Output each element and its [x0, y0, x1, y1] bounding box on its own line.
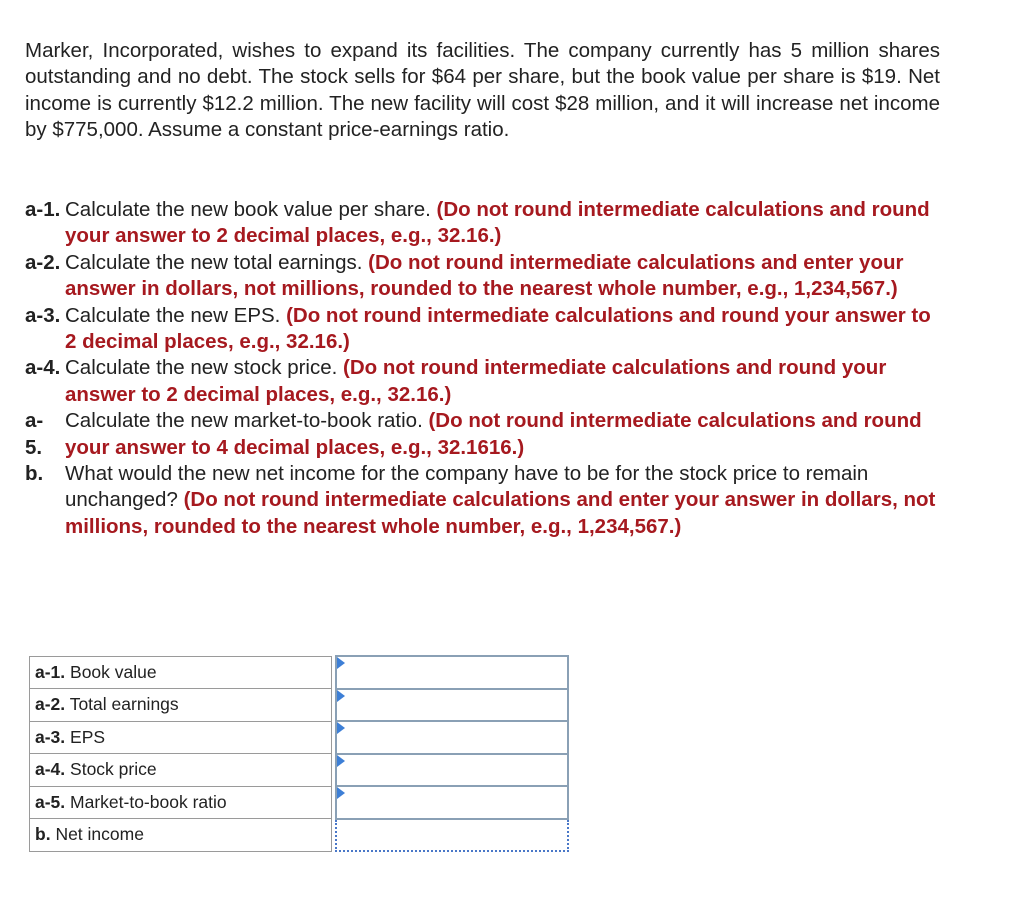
question-instruction: (Do not round intermediate calculations and round your answer to 2 decimal places, e.g., 32.16.)	[65, 356, 887, 406]
question-b	[25, 461, 945, 540]
question-instruction: (Do not round intermediate calculations and enter your answer in dollars, not millions, rounded to the nearest whole number, e.g., 1,234,567.)	[65, 488, 936, 538]
question-text: Calculate the new book value per share.	[65, 198, 431, 221]
question-label	[25, 408, 65, 461]
answer-label	[30, 786, 332, 819]
flag-icon	[337, 722, 345, 734]
question-instruction: (Do not round intermediate calculations and round your answer to 2 decimal places, e.g., 32.16.)	[65, 303, 931, 354]
answer-label-text: Net income	[55, 824, 144, 845]
question-label: a-3.	[25, 303, 61, 327]
question-label: b.	[25, 462, 44, 486]
answer-cell-a5	[336, 786, 568, 819]
question-instruction: (Do not round intermediate calculations and round your answer to 2 decimal places, e.g., 32.16.)	[65, 198, 930, 248]
question-instruction: (Do not round intermediate calculations and enter your answer in dollars, not millions, rounded to the nearest whole number, e.g., 1,234,567.)	[65, 250, 904, 301]
answer-cell-b	[336, 819, 568, 852]
question-label: a-4.	[25, 356, 61, 380]
question-label: a-1.	[25, 198, 61, 221]
answer-table	[29, 655, 569, 852]
answer-cell-a1	[336, 656, 568, 689]
question-a3	[25, 303, 945, 356]
answer-label	[30, 656, 332, 689]
flag-icon	[337, 690, 345, 702]
question-a1	[25, 197, 945, 250]
answer-row-a4	[30, 754, 568, 787]
answer-row-a3	[30, 721, 568, 754]
answer-label	[30, 689, 332, 722]
question-text: Calculate the new EPS.	[65, 303, 281, 327]
answer-label	[30, 819, 332, 852]
net-income-input[interactable]	[337, 820, 567, 851]
answer-cell-a4	[336, 754, 568, 787]
flag-icon	[337, 657, 345, 669]
total-earnings-input[interactable]	[337, 690, 567, 721]
answer-cell-a3	[336, 721, 568, 754]
answer-label-text: Total earnings	[69, 694, 179, 715]
answer-row-a2	[30, 689, 568, 722]
answer-label-text: EPS	[70, 726, 106, 747]
answer-label	[30, 721, 332, 754]
question-a2	[25, 250, 945, 303]
answer-label-text: Stock price	[70, 759, 157, 780]
question-a4	[25, 355, 945, 408]
eps-input[interactable]	[337, 722, 567, 753]
question-instruction: (Do not round intermediate calculations and round your answer to 4 decimal places, e.g., 32.1616.)	[65, 409, 922, 459]
answer-key: a-4.	[35, 759, 66, 780]
answer-cell-a2	[336, 689, 568, 722]
stock-price-input[interactable]	[337, 755, 567, 786]
problem-intro: Marker, Incorporated, wishes to expand its facilities. The company currently has 5 million shares outstanding and no debt. The stock sells for $64 per share, but the book value per share is $19. Net income is currently $12.2 million. The new facility will cost $28 million, and it will increase net income by $775,000. Assume a constant price-earnings ratio.	[25, 39, 940, 142]
answer-label-text: Book value	[70, 661, 157, 682]
question-label: a-2.	[25, 250, 61, 274]
question-list	[25, 197, 945, 540]
question-label-line1: a-	[25, 409, 44, 433]
question-text: Calculate the new total earnings.	[65, 250, 363, 274]
flag-icon	[337, 787, 345, 799]
book-value-input[interactable]	[337, 657, 567, 688]
answer-key: a-5.	[35, 791, 66, 812]
question-text: What would the new net income for the company have to be for the stock price to remain unchanged?	[65, 462, 869, 512]
answer-key: a-3.	[35, 726, 66, 747]
question-text: Calculate the new stock price.	[65, 356, 338, 380]
question-text: Calculate the new market-to-book ratio.	[65, 409, 423, 433]
answer-key: b.	[35, 824, 51, 845]
answer-label-text: Market-to-book ratio	[70, 791, 227, 812]
flag-icon	[337, 755, 345, 767]
question-label-line2: 5.	[25, 435, 43, 459]
answer-row-a1	[30, 656, 568, 689]
answer-key: a-1.	[35, 661, 66, 682]
answer-row-a5	[30, 786, 568, 819]
answer-row-b	[30, 819, 568, 852]
market-to-book-input[interactable]	[337, 787, 567, 818]
question-a5	[25, 408, 945, 461]
answer-key: a-2.	[35, 694, 66, 715]
answer-label	[30, 754, 332, 787]
